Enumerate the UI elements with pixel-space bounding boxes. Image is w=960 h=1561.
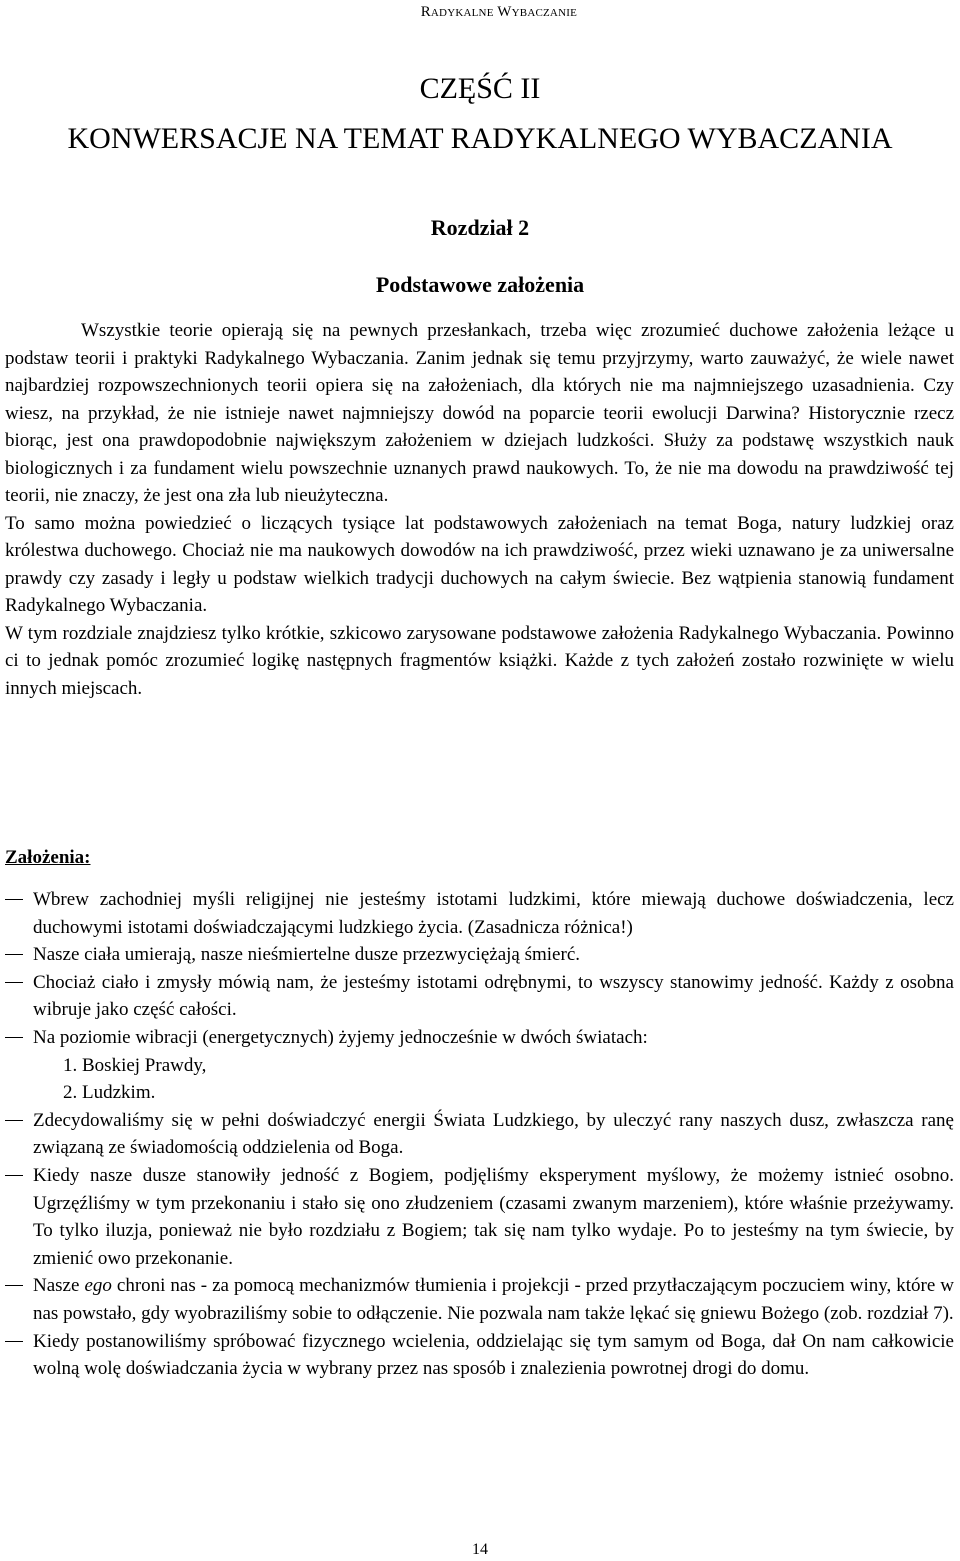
dash-bullet-icon	[5, 1285, 23, 1286]
list-item: Nasze ciała umierają, nasze nieśmiertelne dusze przezwyciężają śmierć.	[5, 941, 954, 969]
list-item: Kiedy nasze dusze stanowiły jedność z Bogiem, podjęliśmy eksperyment myślowy, że możemy istnieć osobno. Ugrzęźliśmy w tym przekonaniu i stało się ono złudzeniem (czasami zwanym marzeniem), które właśnie przeżywamy. To tylko iluzja, ponieważ nie było rozdziału z Bogiem; tak się nam tylko wydaje. Po to jesteśmy na tym świecie, by zmienić owo przekonanie.	[5, 1162, 954, 1272]
sublist-item: 1. Boskiej Prawdy,	[63, 1054, 207, 1076]
worlds-sublist	[33, 1052, 954, 1107]
page-number: 14	[472, 1541, 488, 1558]
chapter-label: Rozdział 2	[430, 215, 530, 240]
intro-paragraph-3: W tym rozdziale znajdziesz tylko krótkie, szkicowo zarysowane podstawowe założenia Radykalnego Wybaczania. Powinno ci to jednak pomóc zrozumieć logikę następnych fragmentów książki. Każde z tych założeń zostało rozwinięte w wielu innych miejscach.	[5, 622, 954, 699]
dash-bullet-icon	[5, 1175, 23, 1176]
intro-paragraph-2: To samo można powiedzieć o liczących tysiące lat podstawowych założeniach na temat Boga, natury ludzkiej oraz królestwa duchowego. Chociaż nie ma naukowych dowodów na ich prawdziwość, przez wieki uznawano je za uniwersalne prawdy czy zasady i legły u podstaw wielkich tradycji duchowych na całym świecie. Bez wątpienia stanowią fundament Radykalnego Wybaczania.	[5, 512, 954, 616]
assumptions-heading: Założenia:	[5, 847, 91, 868]
list-item: Zdecydowaliśmy się w pełni doświadczyć energii Świata Ludzkiego, by uleczyć rany naszych dusz, zwłaszcza ranę związaną ze świadomością oddzielenia od Boga.	[5, 1107, 954, 1162]
list-item: Wbrew zachodniej myśli religijnej nie jesteśmy istotami ludzkimi, które miewają duchowe doświadczenia, lecz duchowymi istotami doświadczającymi ludzkiego życia. (Zasadnicza różnica!)	[5, 886, 954, 941]
list-item: Nasze ego chroni nas - za pomocą mechanizmów tłumienia i projekcji - przed przytłaczającym poczuciem winy, które w nas powstało, gdy wyobraziliśmy sobie to odłączenie. Nie pozwala nam także lękać się gniewu Bożego (zob. rozdział 7).	[5, 1272, 954, 1327]
sublist-item: 2. Ludzkim.	[63, 1082, 156, 1104]
dash-bullet-icon	[5, 1037, 23, 1038]
chapter-title: Podstawowe założenia	[375, 272, 585, 297]
list-item: Na poziomie wibracji (energetycznych) żyjemy jednocześnie w dwóch światach: 1. Boskiej Prawdy, 2. Ludzkim.	[5, 1024, 954, 1107]
assumptions-list	[5, 886, 954, 1383]
list-item: Kiedy postanowiliśmy spróbować fizycznego wcielenia, oddzielając się tym samym od Boga, dał On nam całkowicie wolną wolę doświadczania życia w wybrany przez nas sposób i znalezienia powrotnej drogi do domu.	[5, 1328, 954, 1383]
dash-bullet-icon	[5, 1120, 23, 1121]
intro-section	[5, 317, 954, 702]
part-label: CZĘŚĆ II	[419, 72, 541, 105]
ego-term: ego	[84, 1275, 112, 1297]
dash-bullet-icon	[5, 899, 23, 900]
intro-paragraph-1: Wszystkie teorie opierają się na pewnych przesłankach, trzeba więc zrozumieć duchowe założenia leżące u podstaw teorii i praktyki Radykalnego Wybaczania. Zanim jednak się temu przyjrzymy, warto zauważyć, że wiele nawet najbardziej rozpowszechnionych teorii opiera się na założeniach, dla których nie ma najmniejszego uzasadnienia. Czy wiesz, na przykład, że nie istnieje nawet najmniejszy dowód na poparcie teorii ewolucji Darwina? Historycznie rzecz biorąc, jest ona prawdopodobnie największym założeniem w dziejach ludzkości. Służy za podstawę wszystkich nauk biologicznych i za fundament wielu powszechnie uznanych prawd naukowych. To, że nie ma dowodu na prawdziwość tej teorii, nie znaczy, że jest ona zła lub nieużyteczna.	[5, 320, 954, 506]
part-title: KONWERSACJE NA TEMAT RADYKALNEGO WYBACZANIA	[67, 122, 893, 155]
list-item: Chociaż ciało i zmysły mówią nam, że jesteśmy istotami odrębnymi, to wszyscy stanowimy jedność. Każdy z osobna wibruje jako część całości.	[5, 969, 954, 1024]
dash-bullet-icon	[5, 954, 23, 955]
dash-bullet-icon	[5, 982, 23, 983]
running-header	[421, 4, 577, 21]
running-title: Radykalne Wybaczanie	[420, 4, 577, 20]
dash-bullet-icon	[5, 1341, 23, 1342]
